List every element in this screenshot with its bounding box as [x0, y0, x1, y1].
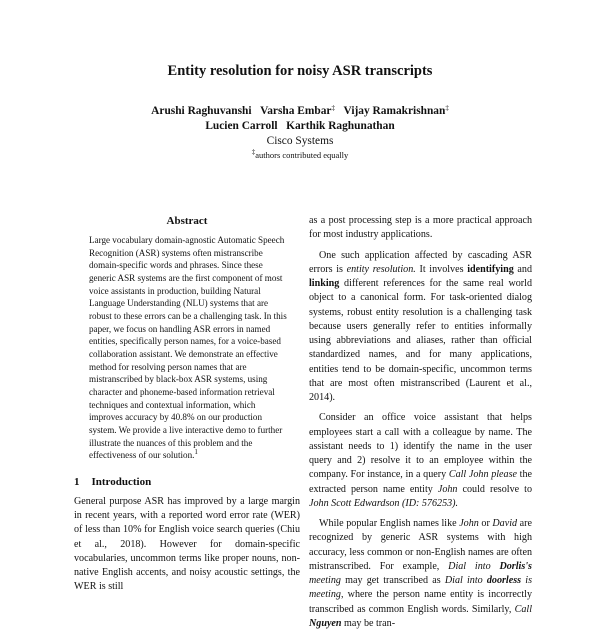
text-run: While popular English names like	[319, 518, 460, 529]
author-name: Vijay Ramakrishnan	[343, 105, 446, 117]
example-transcript: is meeting	[309, 575, 532, 601]
example-name: David	[492, 518, 518, 529]
example-resolution: John Scott Edwardson (ID: 576253).	[309, 497, 459, 509]
equal-contribution-note	[0, 149, 600, 162]
example-query: meeting	[309, 575, 341, 586]
section-title: Introduction	[91, 475, 152, 488]
author-name: Varsha Embar	[260, 105, 332, 117]
left-column	[74, 214, 300, 601]
text-run: may be tran-	[341, 617, 396, 629]
text-run: It involves	[415, 263, 468, 275]
example-entity: Nguyen	[309, 617, 342, 629]
author-name: Lucien Carroll	[205, 120, 278, 132]
example-name: John	[459, 518, 479, 529]
bold-term: identifying	[467, 263, 514, 275]
text-run: or	[478, 518, 493, 529]
text-run: , where the person name entity is incorrectly transcribed as common English words. Similarly,	[309, 589, 532, 615]
bold-term: linking	[309, 278, 340, 289]
text-run: could resolve to	[457, 483, 532, 495]
abstract-body: Large vocabulary domain-agnostic Automatic Speech Recognition (ASR) systems often mistranscribe domain-specific words and phrases. Since these generic ASR systems are the first component of most voice assistants in production, building Natural Language Understanding (NLU) systems that are robust to these errors can be a challenging task. In this paper, we focus on handling ASR errors in named entities, specifically person names, for a voice-based collaboration assistant. We demonstrate an effective method for resolving person names that are mistranscribed by black-box ASR systems, using character and phoneme-based information retrieval techniques and contextual information, which improves accuracy by 40.8% on our production system. We provide a live interactive demo to further illustrate the nuances of this problem and the effectiveness of our solution.	[89, 235, 287, 461]
text-run: and	[513, 263, 532, 275]
abstract-heading: Abstract	[166, 215, 208, 227]
equal-contribution-mark: ‡	[331, 104, 335, 112]
paragraph-continuation: as a post processing step is a more practical approach for most industry applications.	[309, 215, 532, 241]
section-number: 1	[74, 475, 80, 488]
example-query: Call John please	[448, 469, 517, 481]
example-query: Call	[514, 603, 532, 615]
paragraph-mistranscription	[309, 517, 532, 631]
intro-paragraph: General purpose ASR has improved by a large margin in recent years, with a reported word error rate (WER) of less than 10% for English voice search queries (Chiu et al., 2018). However for domain-specific vocabularies, uncommon terms like proper nouns, non-native English accents, and noisy acoustic settings, the WER is still	[74, 495, 300, 593]
example-entity: Dorlis's	[499, 560, 532, 572]
emphasis-term: entity resolution.	[346, 263, 416, 275]
author-name: Arushi Raghuvanshi	[151, 105, 252, 117]
paper-title: Entity resolution for noisy ASR transcripts	[167, 63, 433, 79]
footnote-mark: 1	[194, 448, 198, 457]
paragraph-voice-assistant	[309, 411, 532, 511]
author-block	[0, 104, 600, 162]
equal-note-mark: ‡	[251, 148, 256, 156]
text-run: may get transcribed as	[340, 575, 445, 586]
example-query: Dial into	[448, 560, 500, 572]
author-line-2	[0, 119, 600, 134]
example-transcript: Dial into	[444, 575, 487, 586]
paragraph-entity-resolution	[309, 249, 532, 406]
example-entity: doorless	[486, 575, 522, 586]
section-heading-introduction	[74, 475, 300, 490]
equal-contribution-mark: ‡	[445, 104, 449, 112]
author-line-1	[0, 104, 600, 119]
example-name: John	[437, 483, 458, 495]
abstract-text	[89, 234, 287, 462]
text-run: the extracted person name entity	[309, 469, 533, 495]
author-name: Karthik Raghunathan	[286, 120, 395, 132]
affiliation: Cisco Systems	[266, 135, 334, 147]
text-run: different references for the same real world object to a canonical form. For task-oriented dialog systems, robust entity resolution is a challenging task because users generally refer to entities informally using abbreviations and aliases, rather than official standardized names, and for many applications, entities tend to be domain-specific, uncommon terms that are most often mistranscribed (Laurent et al., 2014).	[309, 278, 532, 403]
right-column	[309, 214, 532, 637]
text-run: Consider an office voice assistant that helps employees start a call with a colleague by name. The assistant needs to 1) identify the name in the user query and 2) resolve it to an employee within the company. For instance, in a query	[309, 412, 532, 481]
equal-note-text: authors contributed equally	[255, 150, 349, 160]
text-run: are recognized by generic ASR systems with high accuracy, less common or non-English names are often mistranscribed. For example,	[309, 518, 532, 572]
text-run: One such application affected by cascading ASR errors is	[309, 249, 532, 275]
